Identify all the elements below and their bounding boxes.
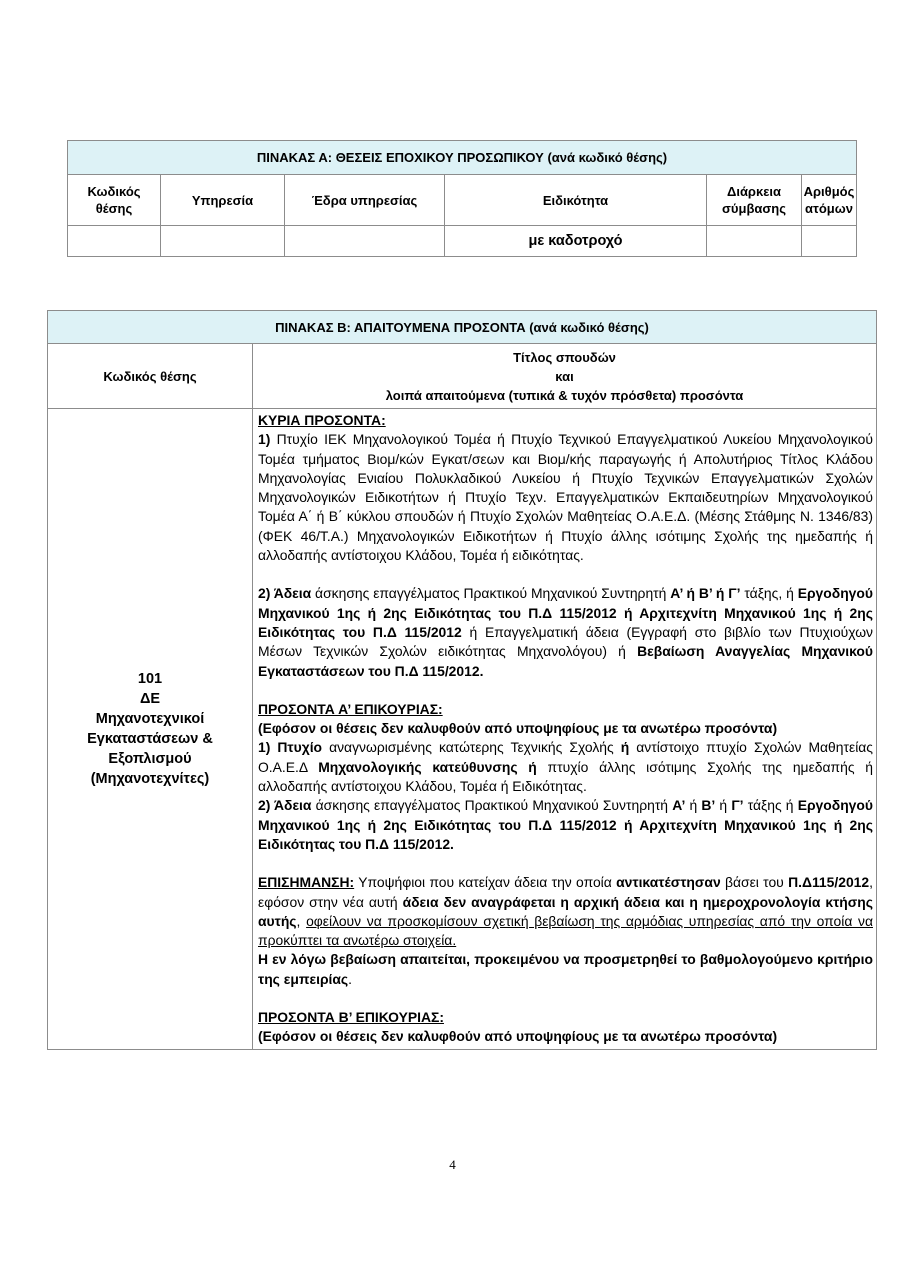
main-qualifications-heading: ΚΥΡΙΑ ΠΡΟΣΟΝΤΑ: [258, 412, 386, 428]
qualifications-cell [253, 409, 877, 1050]
cell-service-seat [285, 226, 445, 257]
main-qualification-1-number: 1) [258, 431, 271, 448]
auxiliary-a-heading: ΠΡΟΣΟΝΤΑ Α’ ΕΠΙΚΟΥΡΙΑΣ: [258, 700, 443, 717]
position-code-cell [48, 409, 253, 1050]
note-paragraph: ΕΠΙΣΗΜΑΝΣΗ: Υποψήφιοι που κατείχαν άδεια την οποία αντικατέστησαν βάσει του Π.Δ115/2012, εφόσον στην νέα αυτή άδεια δεν αναγράφεται η αρχική άδεια και η ημεροχρονολογία κτήσης αυτής, οφείλουν να προσκομίσουν σχετική βεβαίωση της αρμόδιας υπηρεσίας από την οποία να προκύπτει τα ανωτέρω στοιχεία. [258, 874, 873, 949]
header-qualifications-line-1: Τίτλος σπουδών [513, 349, 616, 365]
position-code-category: ΔΕ [139, 690, 161, 707]
main-qualification-1-text: Πτυχίο ΙΕΚ Μηχανολογικού Τομέα ή Πτυχίο Τεχνικού Επαγγελματικού Λυκείου Μηχανολογικού Τομέα τμήματος Βιομ/κών Εγκατ/σεων και Βιομ/κής παραγωγής ή Απολυτήριος Τίτλος Κλάδου Μηχανολογίας Ενιαίου Πολυκλαδικού Λυκείου ή Πτυχίο Τεχνικών Επαγγελματικών Σχολών Μηχανολογικών Ειδικοτήτων ή Πτυχίο Τεχν. Επαγγελματικών Εκπαιδευτηρίων Μηχανολογικού Τομέα Α΄ ή Β΄ κύκλου σπουδών ή Πτυχίο Σχολών Μαθητείας Ο.Α.Ε.Δ. (Μέσης Στάθμης Ν. 1346/83) (ΦΕΚ 46/Τ.Α.) Μηχανολογικών Ειδικοτήτων ή Πτυχίο άλλης ισότιμης Σχολής της ημεδαπής ή αλλοδαπής αντίστοιχου Κλάδου, Τομέα ή ειδικότητας. [258, 431, 874, 564]
table-row [68, 226, 857, 257]
table-b [47, 310, 877, 1050]
header-specialty: Ειδικότητα [445, 175, 707, 226]
table-row [48, 409, 877, 1050]
table-a [67, 140, 857, 257]
header-position-code: Κωδικός θέσης [48, 344, 253, 409]
header-qualifications-line-3: λοιπά απαιτούμενα (τυπικά & τυχόν πρόσθετα) προσόντα [385, 387, 744, 403]
note-label: ΕΠΙΣΗΜΑΝΣΗ: [258, 874, 355, 891]
position-code-title-line-2: Εγκαταστάσεων & [87, 730, 213, 747]
header-number-of-persons: Αριθμός ατόμων [802, 175, 857, 226]
position-code-title-line-1: Μηχανοτεχνικοί [95, 710, 205, 727]
header-qualifications-line-2: και [555, 368, 574, 384]
header-contract-duration: Διάρκεια σύμβασης [707, 175, 802, 226]
auxiliary-b-heading: ΠΡΟΣΟΝΤΑ Β’ ΕΠΙΚΟΥΡΙΑΣ: [258, 1009, 444, 1026]
position-code-title-line-4: (Μηχανοτεχνίτες) [90, 770, 210, 787]
position-code-title-line-3: Εξοπλισμού [108, 750, 192, 767]
cell-contract-duration [707, 226, 802, 257]
note-paragraph-2: Η εν λόγω βεβαίωση απαιτείται, προκειμένου να προσμετρηθεί το βαθμολογούμενο κριτήριο της εμπειρίας. [258, 951, 873, 987]
auxiliary-a-qualification-2: 2) Άδεια άσκησης επαγγέλματος Πρακτικού Μηχανικού Συντηρητή Α’ ή Β’ ή Γ’ τάξης ή Εργοδηγού Μηχανικού 1ης ή 2ης Ειδικότητας του Π.Δ 115/2012 ή Αρχιτεχνίτη Μηχανικού 1ης ή 2ης Ειδικότητας του Π.Δ 115/2012. [258, 797, 873, 852]
table-b-title: ΠΙΝΑΚΑΣ Β: ΑΠΑΙΤΟΥΜΕΝΑ ΠΡΟΣΟΝΤΑ (ανά κωδικό θέσης) [48, 311, 877, 344]
cell-number-of-persons [802, 226, 857, 257]
table-a-title: ΠΙΝΑΚΑΣ Α: ΘΕΣΕΙΣ ΕΠΟΧΙΚΟΥ ΠΡΟΣΩΠΙΚΟΥ (ανά κωδικό θέσης) [68, 141, 857, 175]
auxiliary-a-condition: (Εφόσον οι θέσεις δεν καλυφθούν από υποψηφίους με τα ανωτέρω προσόντα) [258, 720, 778, 737]
header-service: Υπηρεσία [161, 175, 285, 226]
header-qualifications [253, 344, 877, 409]
page-number: 4 [449, 1157, 456, 1172]
main-qualification-1 [258, 430, 873, 565]
cell-service [161, 226, 285, 257]
position-code-number: 101 [137, 670, 163, 687]
cell-specialty: με καδοτροχό [445, 226, 707, 257]
header-position-code: Κωδικός θέσης [68, 175, 161, 226]
main-qualification-2: 2) Άδεια άσκησης επαγγέλματος Πρακτικού Μηχανικού Συντηρητή Α’ ή Β’ ή Γ’ τάξης, ή Εργοδηγού Μηχανικού 1ης ή 2ης Ειδικότητας του Π.Δ 115/2012 ή Αρχιτεχνίτη Μηχανικού 1ης ή 2ης Ειδικότητας του Π.Δ 115/2012 ή Επαγγελματική άδεια (Εγγραφή στο βιβλίο των Πτυχιούχων Μέσων Τεχνικών Σχολών ειδικότητας Μηχανολόγου) ή Βεβαίωση Αναγγελίας Μηχανικού Εγκαταστάσεων του Π.Δ 115/2012. [258, 585, 874, 679]
cell-position-code [68, 226, 161, 257]
auxiliary-b-condition: (Εφόσον οι θέσεις δεν καλυφθούν από υποψηφίους με τα ανωτέρω προσόντα) [258, 1028, 778, 1045]
auxiliary-a-qualification-1: 1) Πτυχίο αναγνωρισμένης κατώτερης Τεχνικής Σχολής ή αντίστοιχο πτυχίο Σχολών Μαθητείας Ο.Α.Ε.Δ Μηχανολογικής κατεύθυνσης ή πτυχίο άλλης ισότιμης Σχολής της ημεδαπής ή αλλοδαπής αντίστοιχου Κλάδου, Τομέα ή Ειδικότητας. [258, 739, 874, 795]
header-service-seat: Έδρα υπηρεσίας [285, 175, 445, 226]
